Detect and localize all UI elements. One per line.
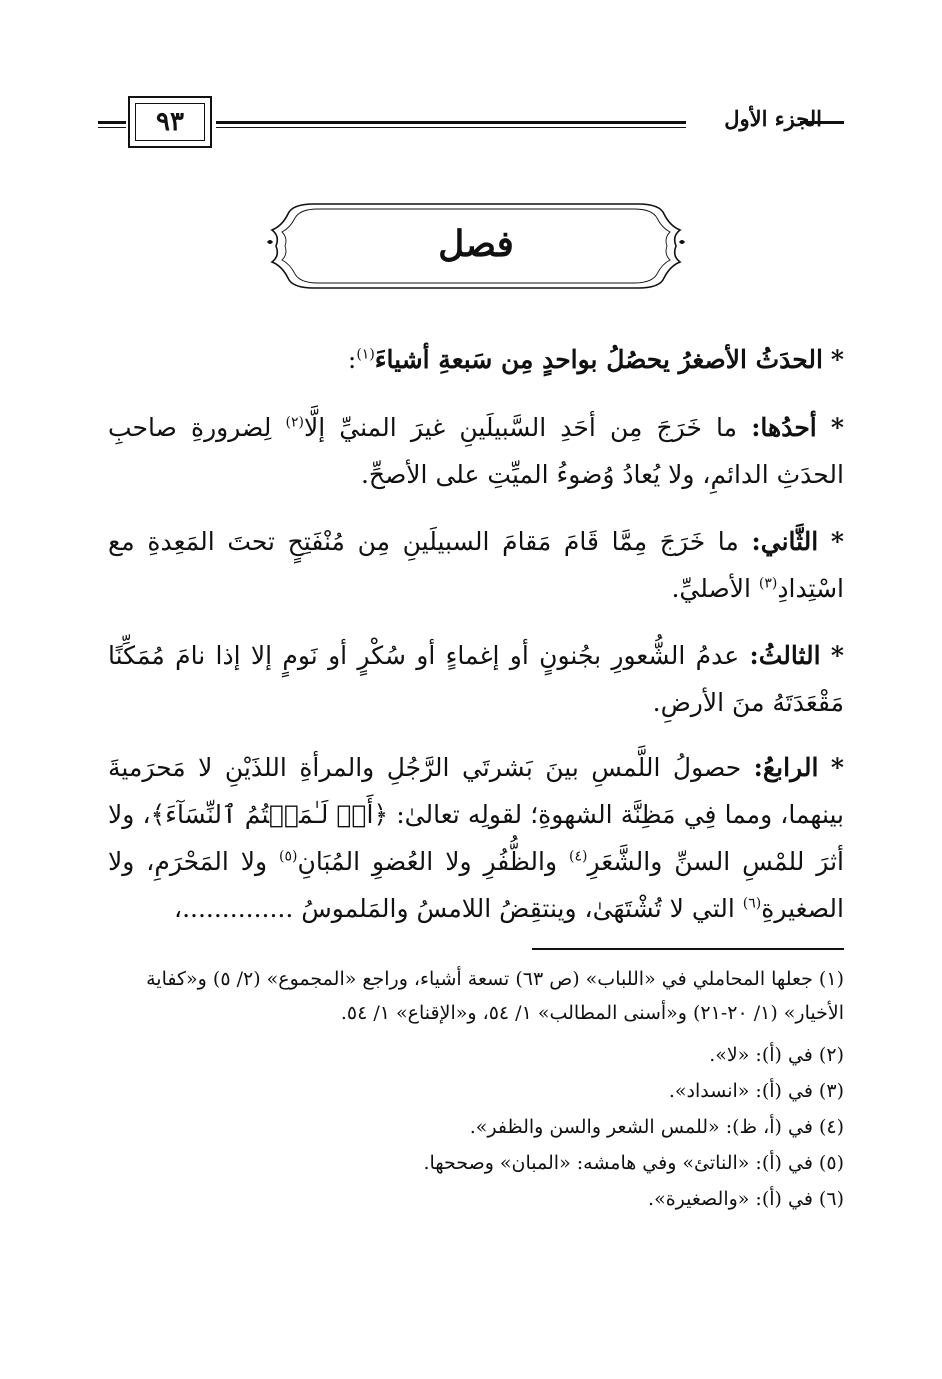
- paragraph-text: حصولُ اللَّمسِ بينَ بَشرتَي الرَّجُلِ والمرأةِ اللذَيْنِ لا مَحرَميةَ بينهما، ومما فِي مَظِنَّة الشهوةِ؛ لقولِه تعالىٰ: ﴿أَوۡ لَـٰمَسۡتُمُ ٱلنِّسَآءَ﴾، ولا أثرَ للمْسِ السنِّ والشَّعَرِ: [108, 753, 844, 876]
- paragraph-lead: الرابعُ:: [753, 753, 819, 782]
- bullet-star: *: [830, 753, 844, 782]
- intro-colon: :: [347, 345, 357, 374]
- footnote-ref-3: (٣): [758, 575, 778, 592]
- footnote-2: (٢) في (أ): «لا».: [709, 1044, 844, 1066]
- paragraph-text: ولا المَحْرَمِ، ولا الصغيرةِ: [108, 847, 844, 923]
- paragraph-text: عدمُ الشُّعورِ بجُنونٍ أو إغماءٍ أو سُكْرٍ أو نَومٍ إلا إذا نامَ مُمَكِّنًا مَقْعَدَتَهُ منَ الأرضِ.: [108, 641, 844, 717]
- paragraph-fourth: [108, 744, 844, 932]
- bullet-star: *: [830, 345, 844, 374]
- footnote-4: (٤) في (أ، ظ): «للمس الشعر والسن والظفر».: [469, 1116, 844, 1138]
- paragraph-text: الأصليِّ.: [671, 574, 751, 603]
- paragraph-text: التي لا تُشْتَهَىٰ، وينتقِضُ اللامسُ والمَلموسُ ..............،: [174, 894, 735, 923]
- footnote-1: (١) جعلها المحاملي في «اللباب» (ص ٦٣) تسعة أشياء، وراجع «المجموع» (٢/ ٥) و«كفاية الأخيار» (١/ ٢٠-٢١) و«أسنى المطالب» ١/ ٥٤، و«الإقناع» ١/ ٥٤.: [146, 968, 844, 1024]
- footnote-ref-1: (١): [356, 346, 375, 363]
- paragraph-intro: [108, 336, 844, 383]
- header-rule-middle-thin: [216, 127, 686, 128]
- footnote-separator: [532, 948, 844, 950]
- paragraph-text: والظُّفُرِ ولا العُضوِ المُبَانِ: [297, 847, 558, 876]
- page-number-box: [128, 96, 212, 148]
- footnote-5: (٥) في (أ): «الناتئ» وفي هامشه: «المبان» وصححها.: [423, 1152, 844, 1174]
- paragraph-text: لِضرورةِ صاحبِ الحدَثِ الدائمِ، ولا يُعادُ وُضوءُ الميِّتِ على الأصحِّ.: [108, 413, 844, 489]
- header-rule-left: [98, 121, 126, 124]
- paragraph-text: ما خَرَجَ مِن أحَدِ السَّبيلَينِ غيرَ المنيِّ إلَّا: [303, 413, 738, 442]
- paragraph-text: ما خَرَجَ مِمَّا قَامَ مَقامَ السبيلَينِ مِن مُنْفَتِحٍ تحتَ المَعِدةِ مع اسْتِدادِ: [108, 527, 844, 603]
- bullet-star: *: [830, 527, 844, 556]
- footnote-ref-5: (٥): [279, 848, 298, 865]
- footnote-3: (٣) في (أ): «انسداد».: [668, 1080, 844, 1102]
- paragraph-first: [108, 404, 844, 498]
- paragraph-lead: أحدُها:: [751, 413, 817, 442]
- paragraph-third: [108, 632, 844, 726]
- footnote-ref-6: (٦): [742, 895, 762, 912]
- chapter-title: فصل: [438, 223, 514, 265]
- running-head: الجزء الأول: [724, 106, 822, 131]
- paragraph-lead: الثالثُ:: [749, 641, 821, 670]
- paragraph-second: [108, 518, 844, 612]
- intro-text: الحدَثُ الأصغرُ يحصُلُ بواحدٍ مِن سَبعةِ أشياءَ: [374, 345, 823, 374]
- footnote-ref-2: (٢): [285, 414, 304, 431]
- footnote-6: (٦) في (أ): «والصغيرة».: [648, 1188, 844, 1210]
- bullet-star: *: [830, 413, 844, 442]
- header-rule-left-thin: [98, 127, 126, 128]
- paragraph-lead: الثَّاني:: [751, 527, 819, 556]
- header-rule-middle: [216, 121, 686, 124]
- bullet-star: *: [830, 641, 844, 670]
- footnote-ref-4: (٤): [569, 848, 588, 865]
- page-number: ٩٣: [135, 103, 205, 141]
